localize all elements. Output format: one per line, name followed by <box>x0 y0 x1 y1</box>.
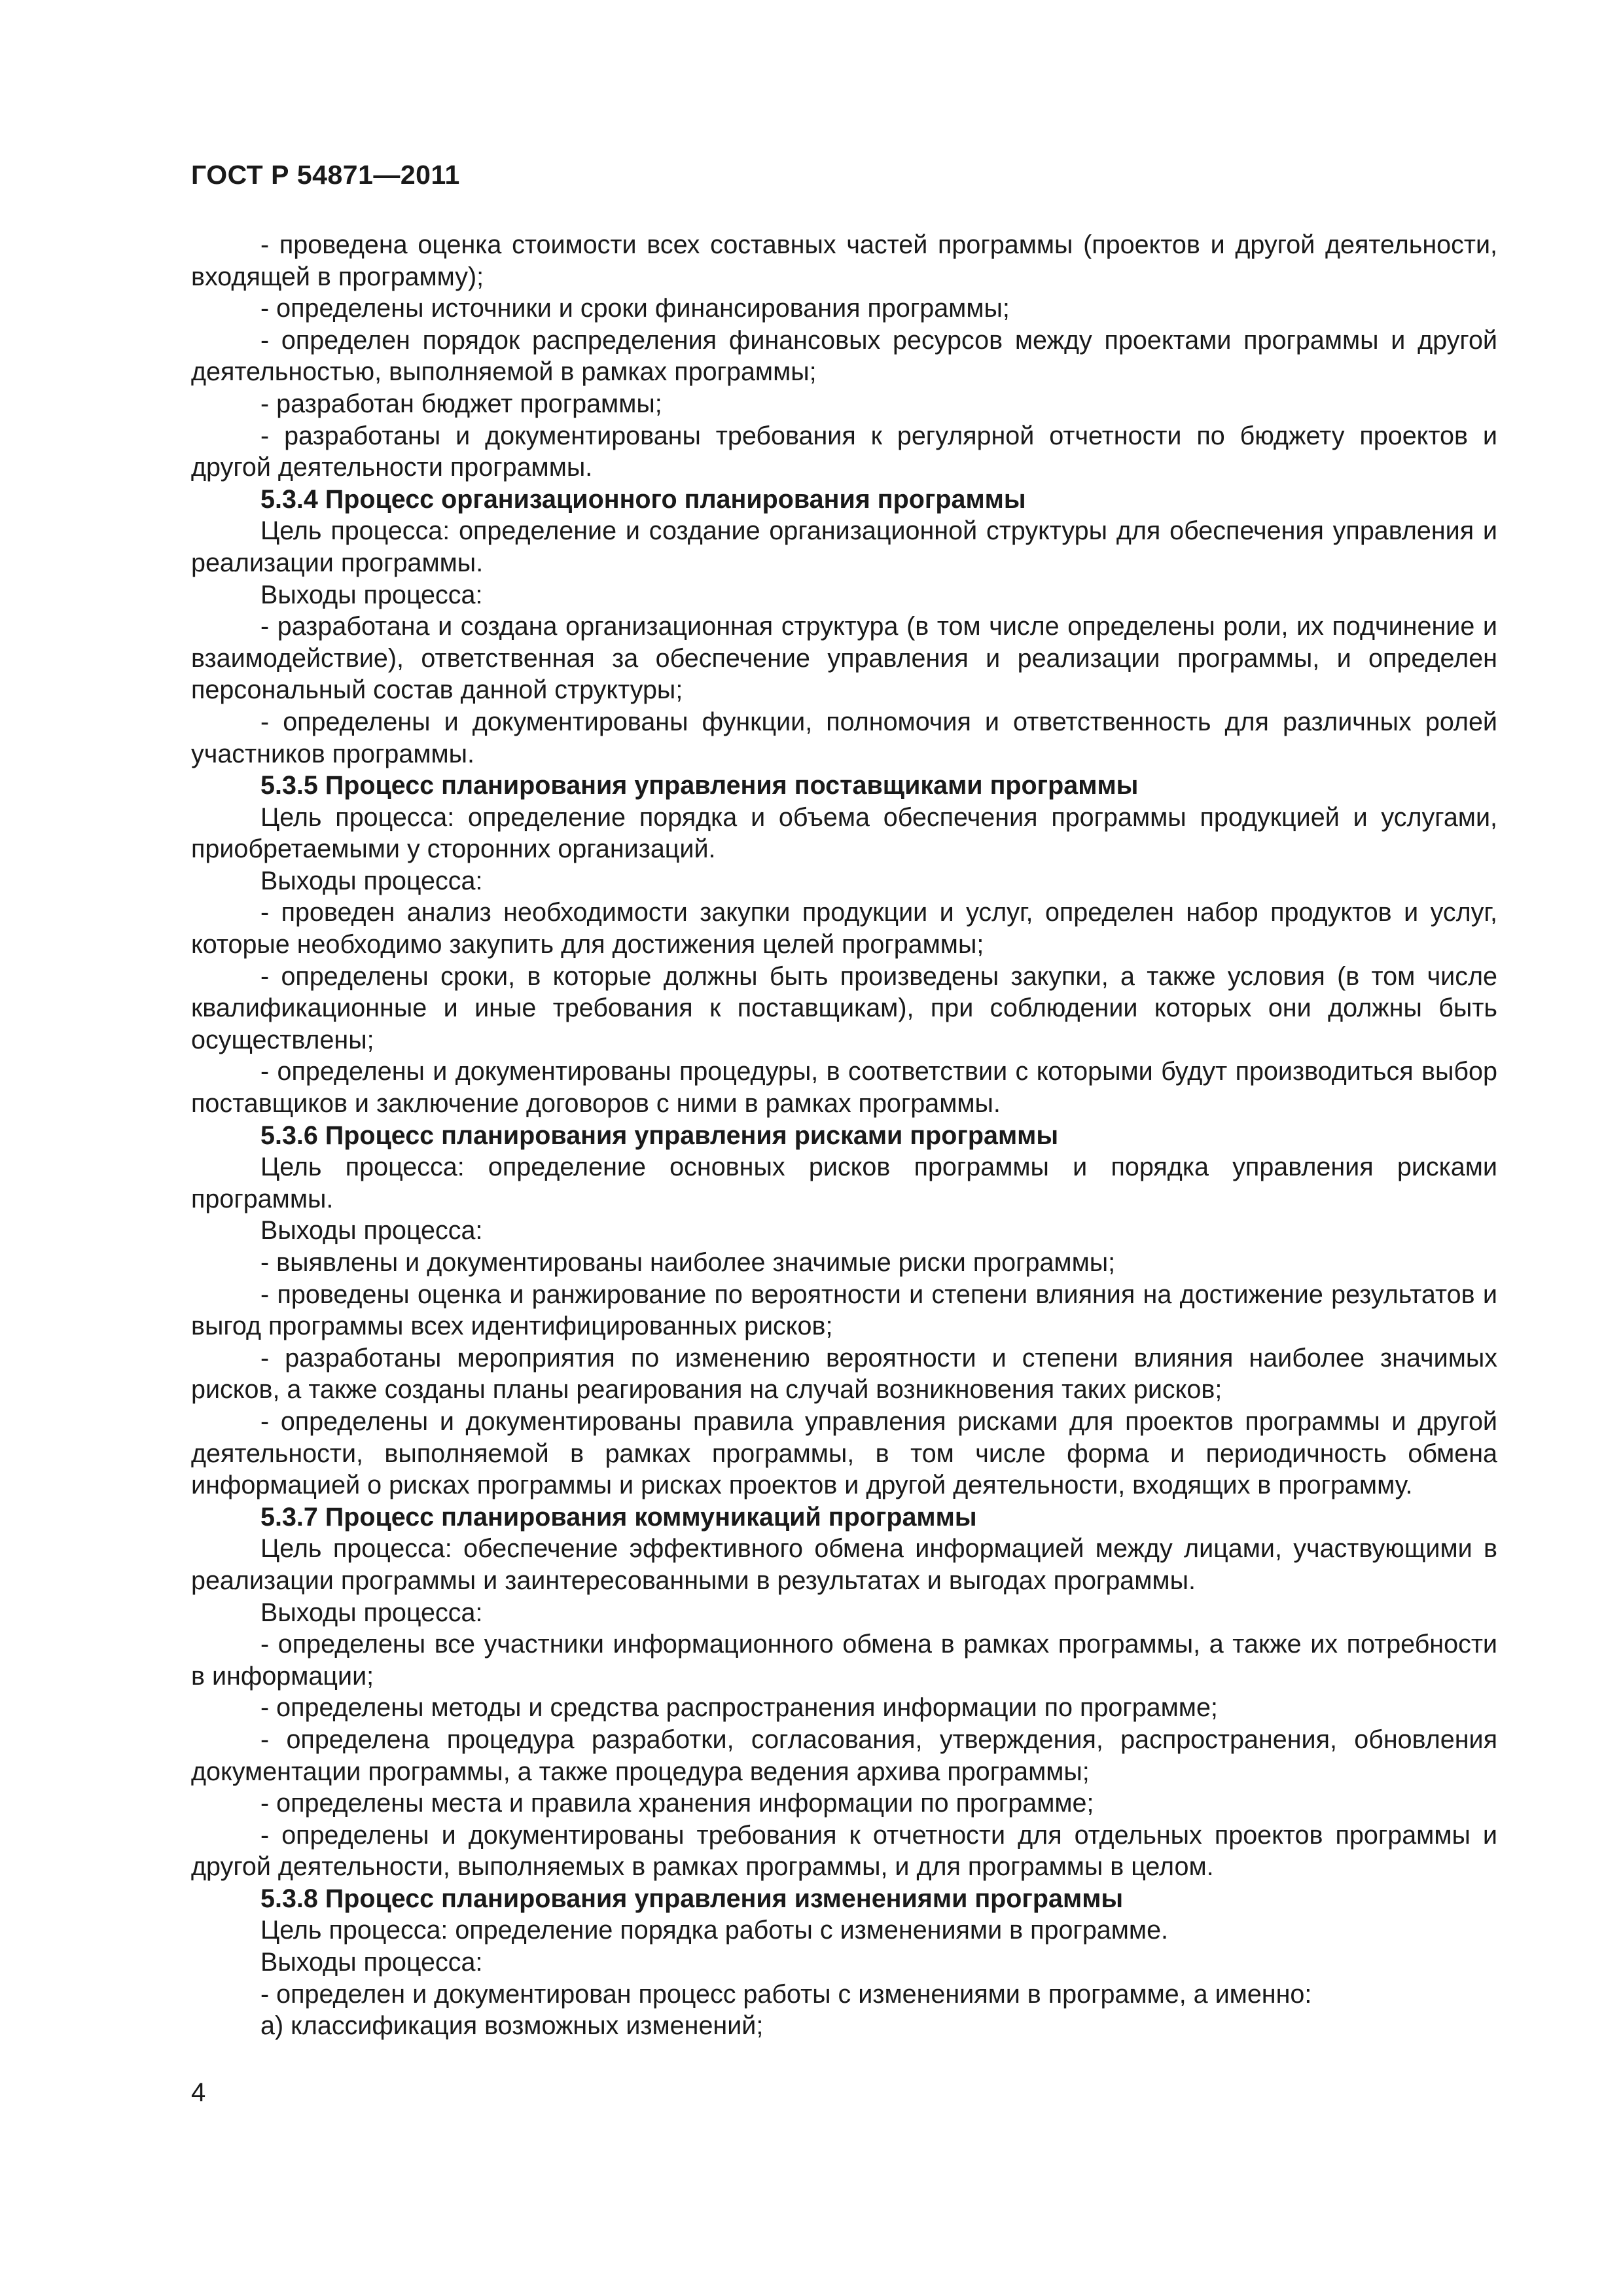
paragraph: - определены и документированы требования к отчетности для отдельных проектов программы и другой деятельности, выполняемых в рамках программы, и для программы в целом. <box>191 1820 1497 1882</box>
paragraph: - определены и документированы функции, полномочия и ответственность для различных ролей участников программы. <box>191 707 1497 768</box>
paragraph: - определен порядок распределения финансовых ресурсов между проектами программы и другой деятельностью, выполняемой в рамках программы; <box>191 325 1497 387</box>
paragraph: - разработан бюджет программы; <box>260 389 662 418</box>
page-number: 4 <box>191 2078 206 2107</box>
paragraph: Цель процесса: определение порядка работы с изменениями в программе. <box>260 1916 1169 1945</box>
section-heading: 5.3.8 Процесс планирования управления изменениями программы <box>260 1884 1124 1913</box>
paragraph: - определены и документированы процедуры, в соответствии с которыми будут производиться выбор поставщиков и заключение договоров с ними в рамках программы. <box>191 1057 1497 1119</box>
paragraph: - разработаны мероприятия по изменению вероятности и степени влияния наиболее значимых рисков, а также созданы планы реагирования на случай возникновения таких рисков; <box>191 1343 1497 1405</box>
section-heading: 5.3.4 Процесс организационного планирования программы <box>260 484 1026 514</box>
paragraph: - разработана и создана организационная структура (в том числе определены роли, их подчинение и взаимодействие), ответственная за обеспечение управления и реализации программы, и определен персональный состав данной структуры; <box>191 612 1497 705</box>
paragraph: Цель процесса: определение порядка и объема обеспечения программы продукцией и услугами, приобретаемыми у сторонних организаций. <box>191 802 1497 864</box>
paragraph: - разработаны и документированы требования к регулярной отчетности по бюджету проектов и другой деятельности программы. <box>191 421 1497 482</box>
paragraph: - определены и документированы правила управления рисками для проектов программы и другой деятельности, выполняемой в рамках программы, в том числе форма и периодичность обмена информацией о рисках программы и рисках проектов и другой деятельности, входящих в программу. <box>191 1407 1497 1500</box>
paragraph: Выходы процесса: <box>260 1598 483 1627</box>
paragraph: Выходы процесса: <box>260 866 483 895</box>
section-heading: 5.3.5 Процесс планирования управления поставщиками программы <box>260 771 1139 800</box>
paragraph: Цель процесса: обеспечение эффективного обмена информацией между лицами, участвующими в реализации программы и заинтересованными в результатах и выгодах программы. <box>191 1534 1497 1595</box>
paragraph: Выходы процесса: <box>260 1216 483 1246</box>
paragraph: - определены методы и средства распространения информации по программе; <box>260 1693 1218 1723</box>
paragraph: - выявлены и документированы наиболее значимые риски программы; <box>260 1248 1116 1277</box>
paragraph: - определены источники и сроки финансирования программы; <box>260 294 1010 323</box>
paragraph: - определена процедура разработки, согласования, утверждения, распространения, обновления документации программы, а также процедура ведения архива программы; <box>191 1725 1497 1786</box>
section-heading: 5.3.6 Процесс планирования управления рисками программы <box>260 1121 1059 1150</box>
paragraph: Выходы процесса: <box>260 580 483 609</box>
paragraph: - определен и документирован процесс работы с изменениями в программе, а именно: <box>260 1979 1312 2009</box>
paragraph: - проведена оценка стоимости всех составных частей программы (проектов и другой деятельности, входящей в программу); <box>191 230 1497 291</box>
paragraph: - определены сроки, в которые должны быть произведены закупки, а также условия (в том числе квалификационные и иные требования к поставщикам), при соблюдении которых они должны быть осуществлены; <box>191 961 1497 1054</box>
paragraph: - определены места и правила хранения информации по программе; <box>260 1789 1094 1818</box>
paragraph: - проведен анализ необходимости закупки продукции и услуг, определен набор продуктов и услуг, которые необходимо закупить для достижения целей программы; <box>191 898 1497 960</box>
document-body <box>191 229 1497 2042</box>
section-heading: 5.3.7 Процесс планирования коммуникаций программы <box>260 1502 977 1532</box>
paragraph: а) классификация возможных изменений; <box>260 2011 764 2041</box>
paragraph: Выходы процесса: <box>260 1948 483 1977</box>
paragraph: Цель процесса: определение и создание организационной структуры для обеспечения управления и реализации программы. <box>191 516 1497 577</box>
paragraph: - определены все участники информационного обмена в рамках программы, а также их потребности в информации; <box>191 1630 1497 1691</box>
document-header-code: ГОСТ Р 54871—2011 <box>191 160 460 190</box>
paragraph: Цель процесса: определение основных рисков программы и порядка управления рисками программы. <box>191 1153 1497 1213</box>
paragraph: - проведены оценка и ранжирование по вероятности и степени влияния на достижение результатов и выгод программы всех идентифицированных рисков; <box>191 1280 1497 1341</box>
